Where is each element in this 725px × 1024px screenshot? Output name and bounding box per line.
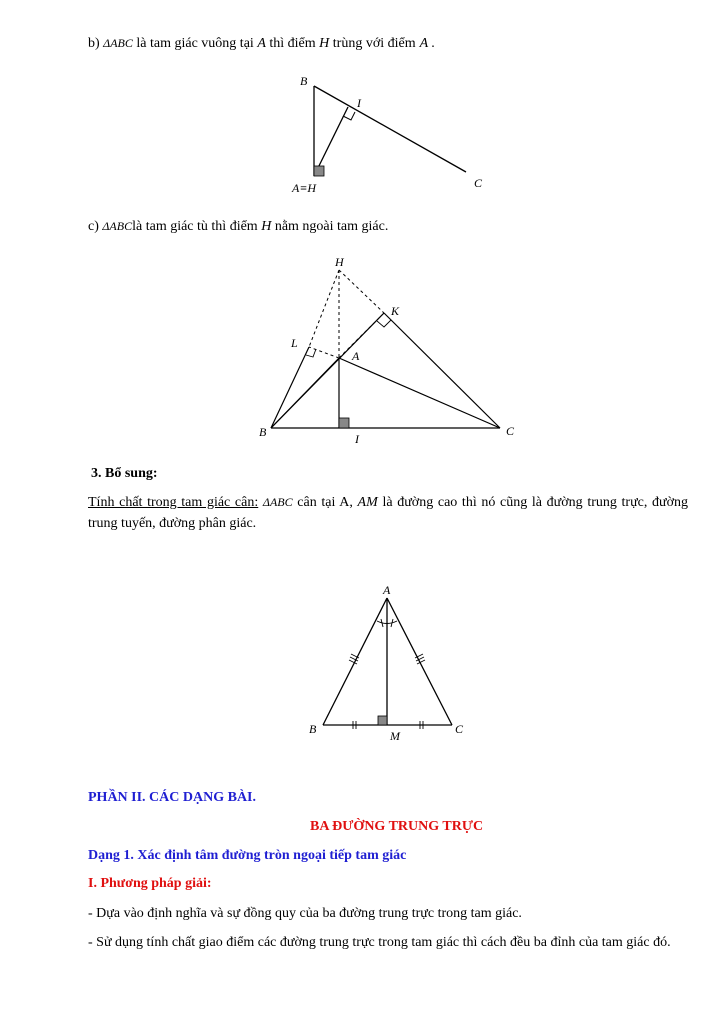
label-c: C xyxy=(474,176,483,190)
supplement-heading: 3. Bổ sung: xyxy=(91,466,158,481)
case-b-text-1: là tam giác vuông tại xyxy=(136,36,254,51)
label-k: K xyxy=(391,304,400,318)
method-bullet-1: - Dựa vào định nghĩa và sự đồng quy của ba đường trung trực trong tam giác. xyxy=(88,906,522,921)
right-angle-mark-m xyxy=(378,716,387,725)
label-a-equiv-h: A≡H xyxy=(292,181,317,195)
label-m: M xyxy=(390,729,400,743)
segment-ab xyxy=(323,598,387,725)
segment-ac xyxy=(387,598,452,725)
segment-am: AM xyxy=(357,495,378,510)
label-a: A xyxy=(383,583,391,597)
case-c-text-2: nằm ngoài tam giác. xyxy=(274,219,389,234)
label-b: B xyxy=(300,74,308,88)
case-c-label: c) xyxy=(88,219,99,234)
case-b-label: b) xyxy=(88,36,100,51)
label-b: B xyxy=(309,722,317,736)
label-b: B xyxy=(259,425,267,439)
vertex-a: A xyxy=(257,36,266,51)
section-title: BA ĐƯỜNG TRUNG TRỰC xyxy=(310,819,484,834)
isosceles-triangle-lines xyxy=(323,598,452,725)
case-b-text-3: trùng với điểm xyxy=(332,36,416,51)
label-c: C xyxy=(506,424,515,438)
triangle-abc-symbol: ΔABC xyxy=(103,36,133,50)
label-i: I xyxy=(357,96,361,110)
part-2-title: PHẦN II. CÁC DẠNG BÀI. xyxy=(88,790,257,805)
label-h: H xyxy=(335,255,344,269)
point-h: H xyxy=(261,219,272,234)
method-bullet-2: - Sử dụng tính chất giao điểm các đường trung trực trong tam giác thì cách đều ba đỉnh của tam giác đó. xyxy=(88,935,671,950)
supplement-text-2: là đường cao thì nó cũng là đường trung trực, đường trung tuyến, đường phân giác. xyxy=(88,495,689,531)
case-b-text-2: thì điểm xyxy=(269,36,316,51)
property-label: Tính chất trong tam giác cân: xyxy=(88,495,259,510)
case-c-text-1: là tam giác tù thì điểm xyxy=(132,219,258,234)
point-a: A xyxy=(419,36,429,51)
label-i: I xyxy=(355,432,359,446)
label-a: A xyxy=(352,349,360,363)
label-l: L xyxy=(291,336,298,350)
supplement-text-1: cân tại A, xyxy=(297,495,353,510)
triangle-abc-symbol: ΔABC xyxy=(102,219,133,233)
label-c: C xyxy=(455,722,464,736)
case-b-end: . xyxy=(431,36,435,51)
form-1-heading: Dạng 1. Xác định tâm đường tròn ngoại tiếp tam giác xyxy=(88,848,407,863)
point-h: H xyxy=(319,36,330,51)
triangle-abc-symbol: ΔABC xyxy=(262,495,293,509)
method-heading: I. Phương pháp giải: xyxy=(88,876,212,891)
